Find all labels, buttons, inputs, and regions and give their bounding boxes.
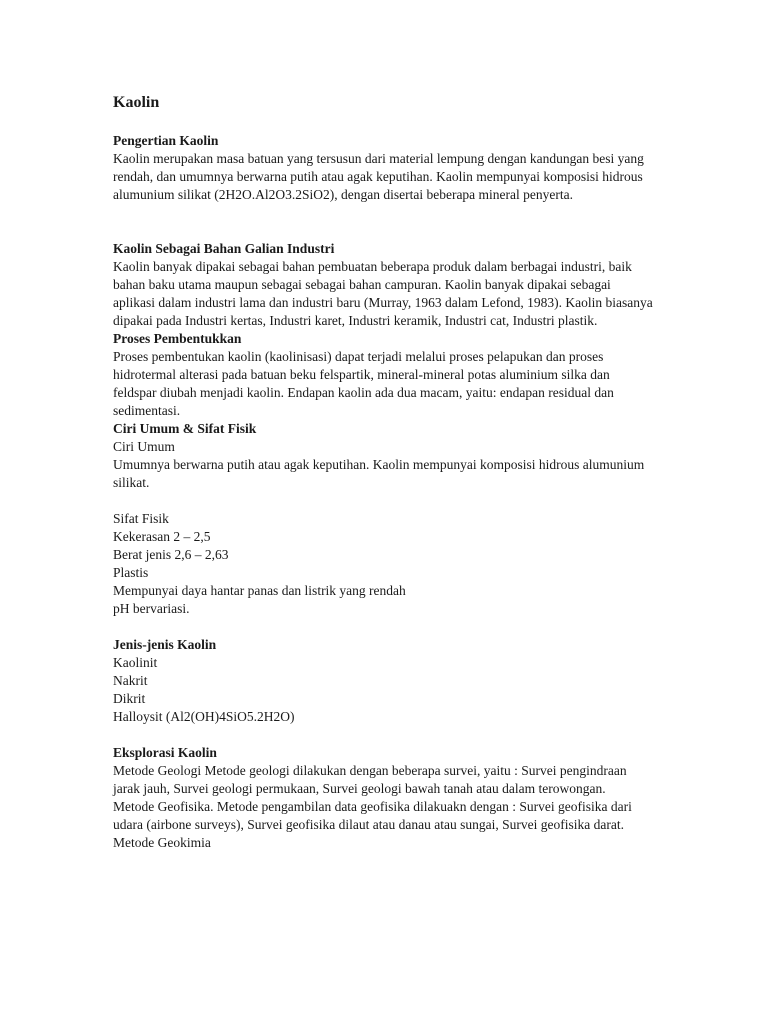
subheading-ciri-umum: Ciri Umum xyxy=(113,439,175,454)
paragraph-ciri-umum: Umumnya berwarna putih atau agak keputihan. Kaolin mempunyai komposisi hidrous alumunium silikat. xyxy=(113,457,645,490)
list-item: Dikrit xyxy=(113,691,146,706)
spacer xyxy=(113,618,653,636)
list-item: Plastis xyxy=(113,565,149,580)
paragraph-proses: Proses pembentukan kaolin (kaolinisasi) dapat terjadi melalui proses pelapukan dan proses hidrotermal alterasi pada batuan beku felspartik, mineral-mineral potas aluminium silka dan feldspar diubah menjadi kaolin. Endapan kaolin ada dua macam, yaitu: endapan residual dan sedimentasi. xyxy=(113,349,614,418)
document-body xyxy=(113,92,653,852)
section-heading-galian: Kaolin Sebagai Bahan Galian Industri xyxy=(113,241,335,256)
spacer xyxy=(113,204,653,240)
spacer xyxy=(113,492,653,510)
label-sifat-fisik: Sifat Fisik xyxy=(113,511,169,526)
section-heading-pengertian: Pengertian Kaolin xyxy=(113,133,219,148)
section-heading-eksplorasi: Eksplorasi Kaolin xyxy=(113,745,217,760)
paragraph-metode-geologi: Metode Geologi Metode geologi dilakukan dengan beberapa survei, yaitu : Survei pengindraan jarak jauh, Survei geologi permukaan, Survei geologi bawah tanah atau dalam terowongan. xyxy=(113,763,627,796)
section-heading-proses: Proses Pembentukkan xyxy=(113,331,242,346)
section-heading-ciri: Ciri Umum & Sifat Fisik xyxy=(113,421,257,436)
list-item: Halloysit (Al2(OH)4SiO5.2H2O) xyxy=(113,709,295,724)
paragraph-pengertian: Kaolin merupakan masa batuan yang tersusun dari material lempung dengan kandungan besi yang rendah, dan umumnya berwarna putih atau agak keputihan. Kaolin mempunyai komposisi hidrous alumunium silikat (2H2O.Al2O3.2SiO2), dengan disertai beberapa mineral penyerta. xyxy=(113,151,644,202)
list-item: Kekerasan 2 – 2,5 xyxy=(113,529,211,544)
list-item: pH bervariasi. xyxy=(113,601,190,616)
list-item: Berat jenis 2,6 – 2,63 xyxy=(113,547,229,562)
paragraph-galian: Kaolin banyak dipakai sebagai bahan pembuatan beberapa produk dalam berbagai industri, baik bahan baku utama maupun sebagai sebagai bahan campuran. Kaolin banyak dipakai sebagai aplikasi dalam industri lama dan industri baru (Murray, 1963 dalam Lefond, 1983). Kaolin biasanya dipakai pada Industri kertas, Industri karet, Industri keramik, Industri cat, Industri plastik. xyxy=(113,259,653,328)
spacer xyxy=(113,726,653,744)
paragraph-metode-geokimia: Metode Geokimia xyxy=(113,835,211,850)
list-item: Nakrit xyxy=(113,673,148,688)
paragraph-metode-geofisika: Metode Geofisika. Metode pengambilan data geofisika dilakuakn dengan : Survei geofisika dari udara (airbone surveys), Survei geofisika dilaut atau danau atau sungai, Survei geofisika darat. xyxy=(113,799,632,832)
list-item: Kaolinit xyxy=(113,655,158,670)
document-title: Kaolin xyxy=(113,94,160,111)
section-heading-jenis: Jenis-jenis Kaolin xyxy=(113,637,217,652)
list-item: Mempunyai daya hantar panas dan listrik yang rendah xyxy=(113,583,406,598)
